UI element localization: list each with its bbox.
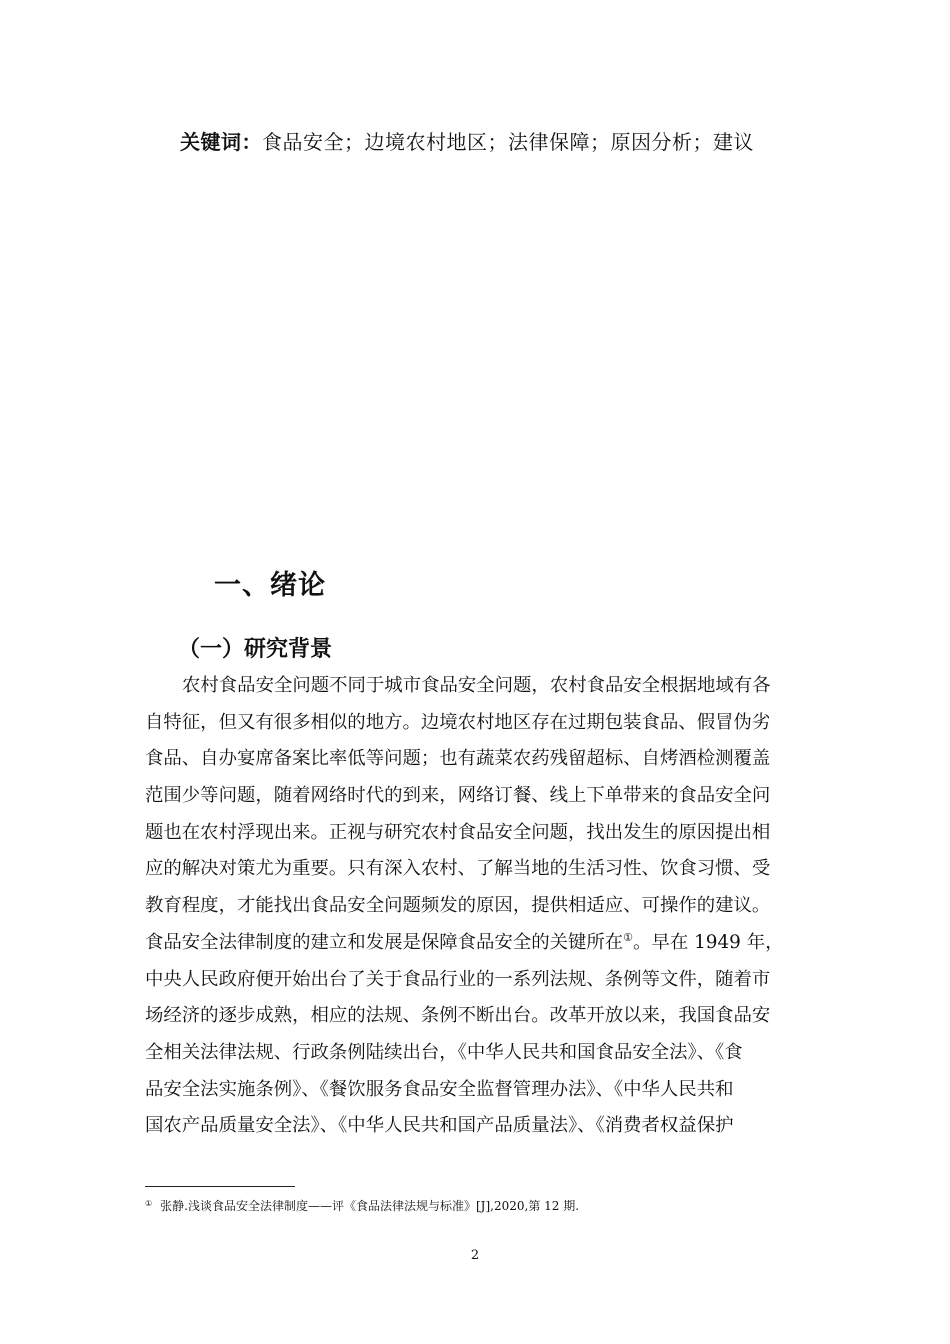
section-heading: （一）研究背景 bbox=[178, 637, 333, 662]
body-line: 食品、自办宴席备案比率低等问题；也有蔬菜农药残留超标、自烤酒检测覆盖 bbox=[145, 748, 771, 770]
footnote-text: 张静.浅谈食品安全法律制度——评《食品法律法规与标准》[J],2020,第 12 期. bbox=[160, 1199, 580, 1213]
keywords-label: 关键词： bbox=[180, 130, 262, 154]
body-line: 品安全法实施条例》、《餐饮服务食品安全监督管理办法》、《中华人民共和 bbox=[145, 1078, 734, 1100]
body-line: 中央人民政府便开始出台了关于食品行业的一系列法规、条例等文件，随着市 bbox=[145, 968, 771, 990]
body-line: 农村食品安全问题不同于城市食品安全问题，农村食品安全根据地域有各 bbox=[182, 675, 771, 696]
page-number: 2 bbox=[470, 1248, 480, 1263]
body-line: 自特征，但又有很多相似的地方。边境农村地区存在过期包装食品、假冒伪劣 bbox=[145, 711, 771, 733]
body-line: 题也在农村浮现出来。正视与研究农村食品安全问题，找出发生的原因提出相 bbox=[145, 821, 771, 843]
body-line-text: 。早在 1949 年， bbox=[633, 931, 784, 953]
footnote bbox=[145, 1197, 579, 1214]
body-line-text: 食品安全法律制度的建立和发展是保障食品安全的关键所在 bbox=[145, 931, 624, 953]
keywords-line bbox=[180, 126, 754, 155]
body-line: 应的解决对策尤为重要。只有深入农村、了解当地的生活习性、饮食习惯、受 bbox=[145, 858, 771, 880]
footnote-divider bbox=[145, 1186, 295, 1187]
body-line: 场经济的逐步成熟，相应的法规、条例不断出台。改革开放以来，我国食品安 bbox=[145, 1005, 771, 1027]
body-line-with-footnote bbox=[145, 925, 810, 962]
chapter-heading: 一、绪论 bbox=[214, 570, 326, 601]
body-line: 教育程度，才能找出食品安全问题频发的原因，提供相适应、可操作的建议。 bbox=[145, 895, 771, 917]
body-text bbox=[145, 668, 810, 1145]
body-line: 全相关法律法规、行政条例陆续出台，《中华人民共和国食品安全法》、《食 bbox=[145, 1041, 743, 1063]
keywords-text: 食品安全；边境农村地区；法律保障；原因分析；建议 bbox=[262, 130, 754, 154]
footnote-number: ① bbox=[145, 1199, 153, 1208]
body-line: 国农产品质量安全法》、《中华人民共和国产品质量法》、《消费者权益保护 bbox=[145, 1115, 734, 1137]
footnote-marker[interactable]: ① bbox=[623, 930, 634, 944]
body-line: 范围少等问题，随着网络时代的到来，网络订餐、线上下单带来的食品安全问 bbox=[145, 785, 771, 807]
